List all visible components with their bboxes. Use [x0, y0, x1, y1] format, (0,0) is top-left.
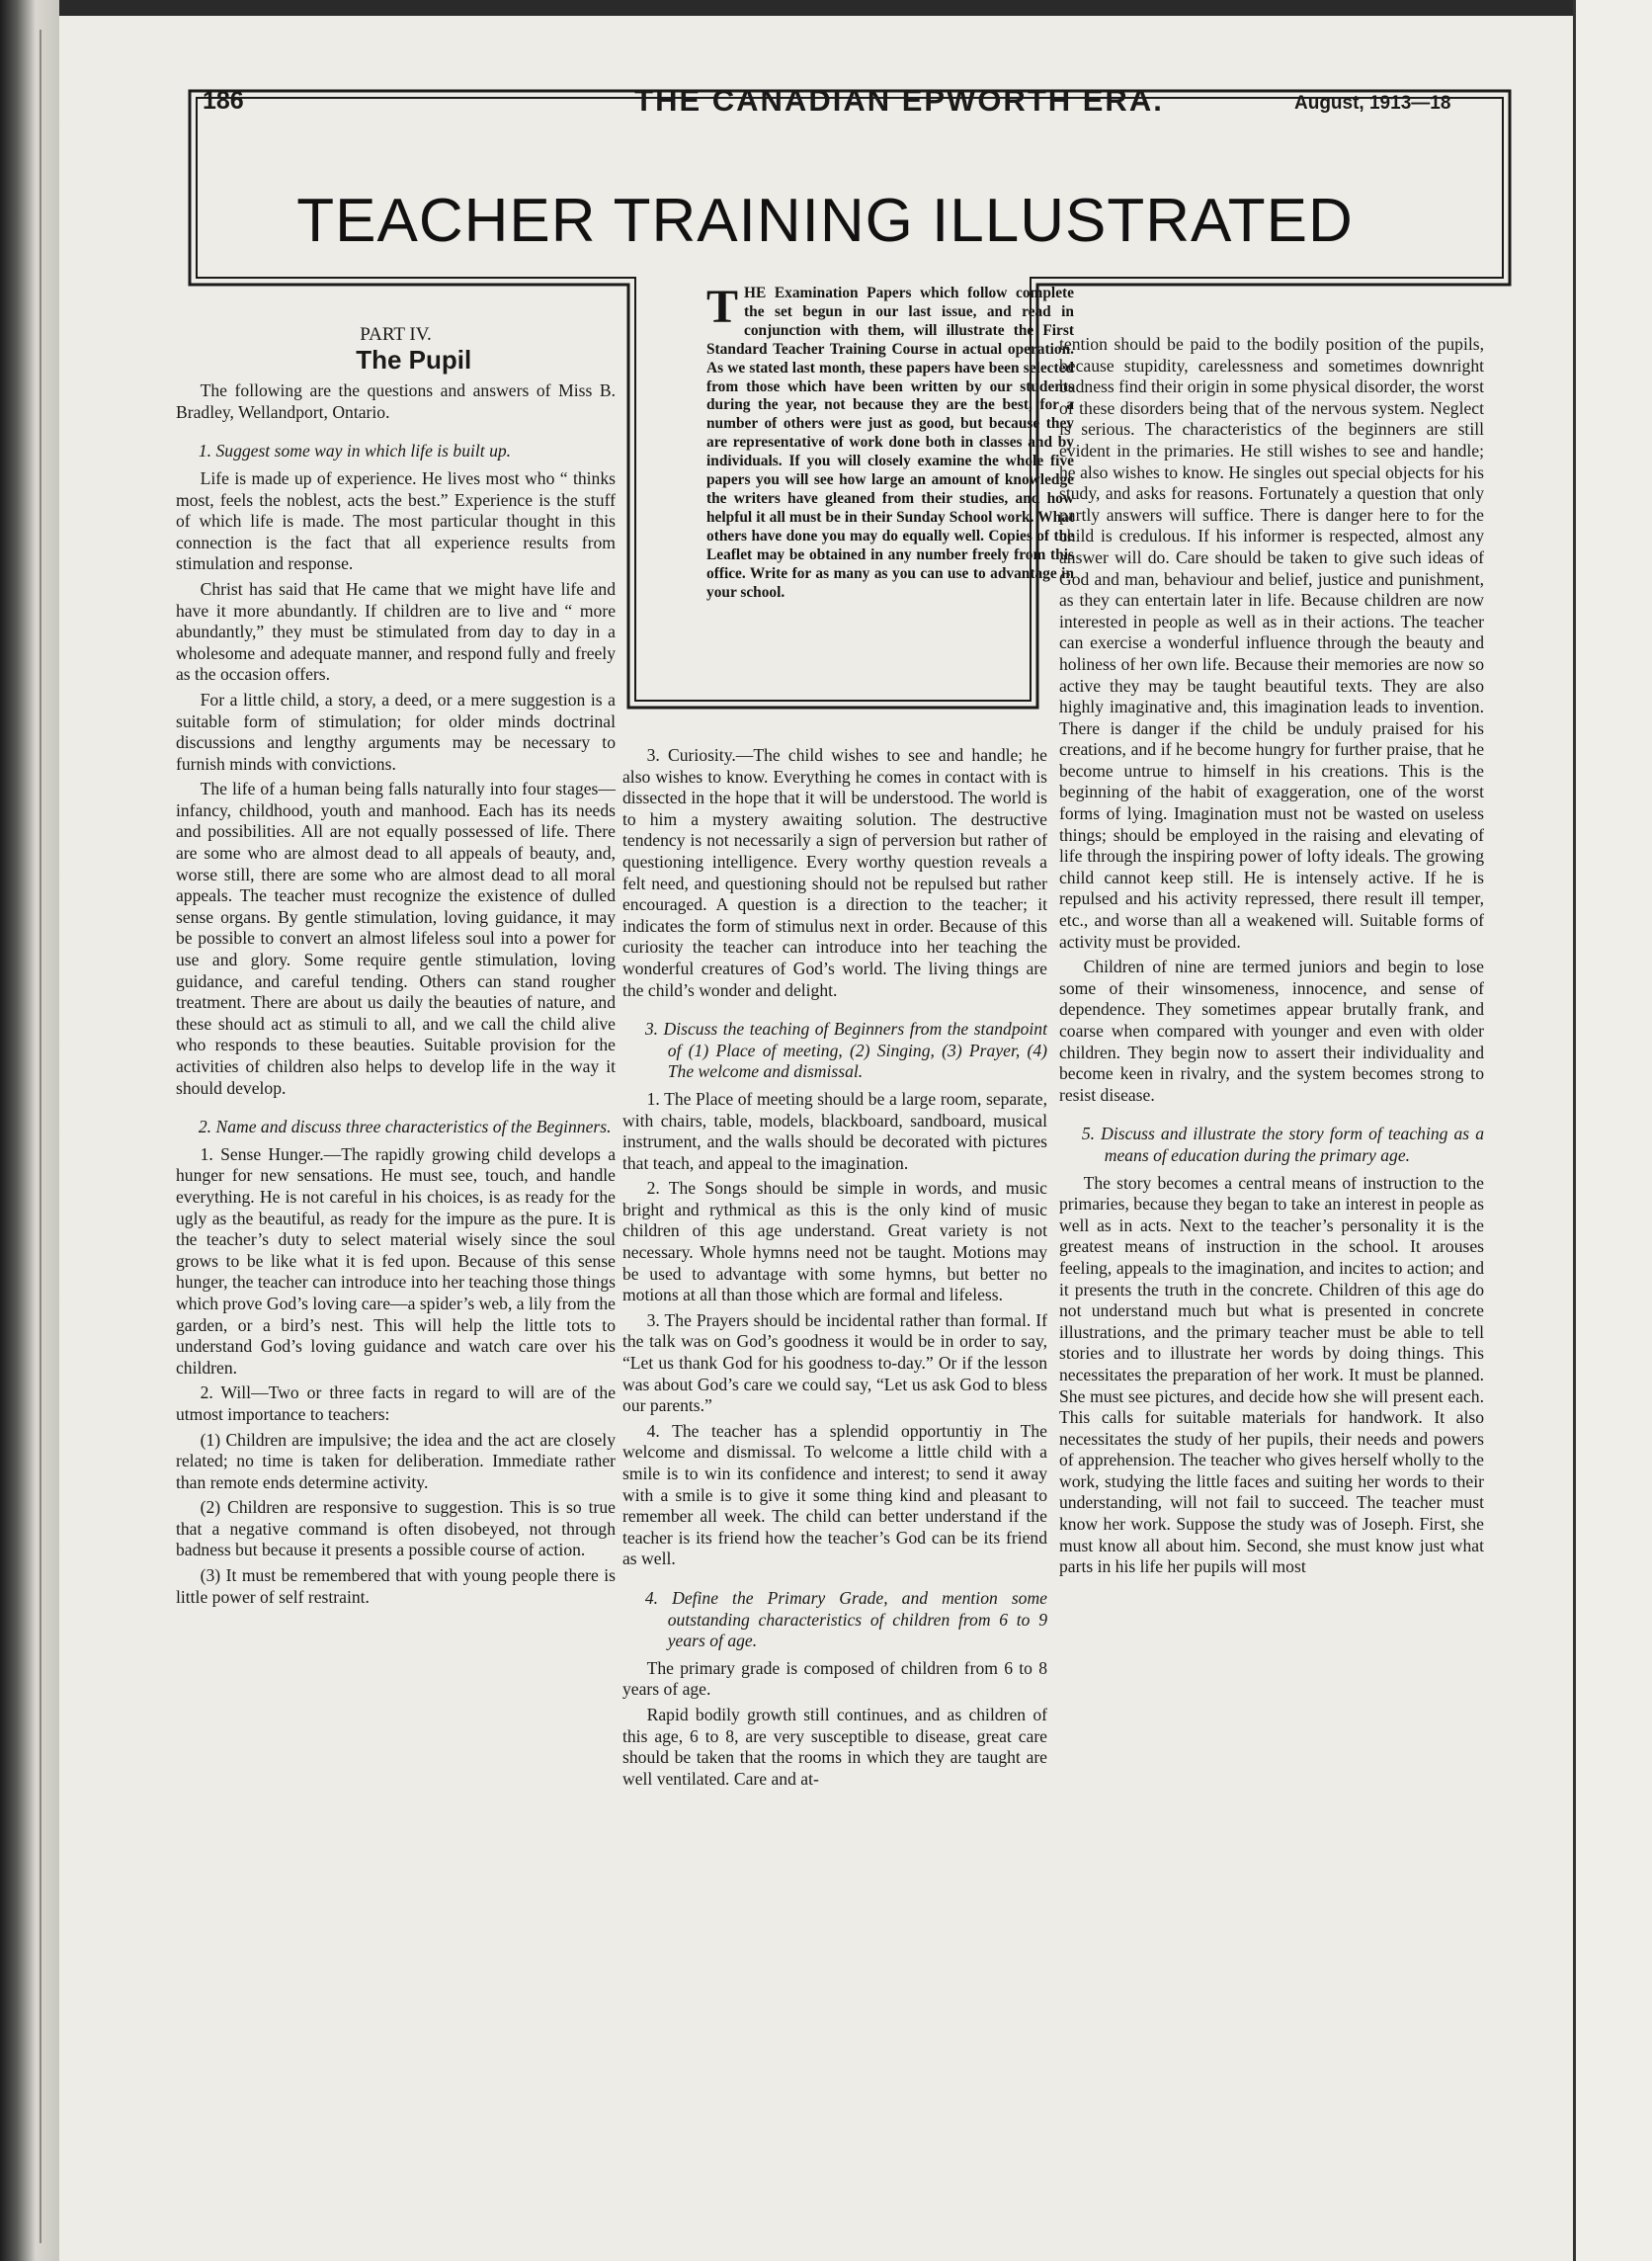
column-left [176, 324, 616, 1612]
column-right [1059, 334, 1484, 1582]
paragraph: 4. The teacher has a splendid opportuntiy in The welcome and dismissal. To welcome a little child with a smile is to win its confidence and interest; to send it away with a smile is to give it some thing kind and pleasant to remember all week. The child can better understand if the teacher is its friend how the teacher’s God can be its friend as well. [622, 1420, 1047, 1569]
paragraph: 2. The Songs should be simple in words, and music bright and rythmical as this is the only kind of music children of this age understand. Great variety is not necessary. Whole hymns need not be taught. Motions may be used to advantage with some hymns, but better no motions at all than those which are formal and lifeless. [622, 1178, 1047, 1305]
article-title: TEACHER TRAINING ILLUSTRATED [296, 187, 1354, 255]
paragraph: The following are the questions and answers of Miss B. Bradley, Wellandport, Ontario. [176, 380, 616, 422]
paragraph: 3. The Prayers should be incidental rather than formal. If the talk was on God’s goodness it would be in order to say, “Let us thank God for his goodness to-day.” Or if the lesson was about God’s care we could say, “Let us ask God to bless our parents.” [622, 1309, 1047, 1416]
exam-question: 3. Discuss the teaching of Beginners from the standpoint of (1) Place of meeting, (2) Singing, (3) Prayer, (4) The welcome and dismissal. [644, 1019, 1047, 1082]
paragraph: Children of nine are termed juniors and begin to lose some of their winsomeness, innocence, and sense of dependence. They sometimes appear brutally frank, and coarse when compared with younger and even with older children. They begin now to assert their individuality and become keen in rivalry, and the system becomes strong to resist disease. [1059, 957, 1484, 1105]
exam-question: 5. Discuss and illustrate the story form of teaching as a means of education during the primary age. [1081, 1124, 1484, 1165]
drop-cap: T [706, 281, 739, 333]
section-heading: The Pupil [356, 344, 472, 375]
column-middle [622, 745, 1047, 1794]
paragraph: (1) Children are impulsive; the idea and the act are closely related; no time is taken for deliberation. Immediate rather than remote ends determine activity. [176, 1429, 616, 1492]
exam-question: 1. Suggest some way in which life is built up. [198, 441, 512, 461]
paragraph: Life is made up of experience. He lives most who “ thinks most, feels the noblest, acts the best.” Experience is the stuff of which life is made. The most particular thought in this connection is the fact that all experience results from stimulation and response. [176, 467, 616, 574]
book-spine [0, 0, 59, 2261]
paragraph: 1. The Place of meeting should be a large room, separate, with chairs, table, models, blackboard, sandboard, musical instrument, and the walls should be decorated with pictures that teach, and appeal to the imagination. [622, 1088, 1047, 1173]
exam-question: 2. Name and discuss three characteristics of the Beginners. [198, 1117, 612, 1137]
paragraph: Christ has said that He came that we might have life and have it more abundantly. If children are to live and “ more abundantly,” they must be stimulated from day to day in a wholesome and adequate manner, and respond fully and freely as the occasion offers. [176, 578, 616, 685]
paragraph: For a little child, a story, a deed, or a mere suggestion is a suitable form of stimulation; for older minds doctrinal discussions and lengthy arguments may be necessary to furnish minds with convictions. [176, 689, 616, 774]
paragraph: The story becomes a central means of instruction to the primaries, because they began to take an interest in people as well as in acts. Next to the teacher’s personality it is the greatest means of instruction in the school. It arouses feeling, appeals to the imagination, and incites to action; and it presents the truth in the concrete. Children of this age do not understand much but what is presented in concrete illustrations, and the primary teacher must be able to tell stories and to illustrate her words by doing things. This necessitates the preparation of her work. It must be planned. She must see pictures, and decide how she will present each. This calls for suitable materials for handwork. It also necessitates the study of her pupils, their needs and powers of apprehension. The teacher who gives herself wholly to the work, studying the little faces and suiting her words to their understanding, will not fail to succeed. The teacher must know her work. Suppose the study was of Joseph. First, she must know all about him. Second, she must know just what parts in his life her pupils will most [1059, 1172, 1484, 1577]
magazine-page [59, 16, 1573, 2261]
part-label: PART IV. [360, 324, 432, 345]
exam-question: 4. Define the Primary Grade, and mention some outstanding characteristics of children from 6 to 9 years of age. [644, 1587, 1047, 1651]
paragraph: tention should be paid to the bodily position of the pupils, because stupidity, carelessness and sometimes downright badness find their origin in some physical disorder, the worst of these disorders being that of the nervous system. Neglect is serious. The characteristics of the beginners are still evident in the primaries. He still wishes to see and handle; he also wishes to know. He singles out special objects for his study, and asks for reasons. Fortunately a question that only partly answers will suffice. There is danger here to for the child is credulous. If his informer is respected, almost any answer will do. Care should be taken to give such ideas of God and man, behaviour and belief, justice and punishment, as they can entertain later in life. Because children are now interested in people as well as in their actions. The teacher can exercise a wonderful influence through the beauty and holiness of her own life. Because their memories are now so active they may be taught beautiful texts. They are also highly imaginative and, this imagination leads to invention. There is danger if the child be unduly praised for his creations, and if he become hungry for further praise, that he become untrue to himself in his creations. This is the beginning of the habit of exaggeration, one of the worst forms of lying. Imagination must not be wasted on useless things; should be employed in the raising and elevating of life through the inspiring power of lofty ideals. The growing child cannot keep still. He is intensely active. If he is repulsed and his activity repressed, there result ill temper, etc., and worse than all a weakened will. Suitable forms of activity must be provided. [1059, 334, 1484, 952]
paragraph: Rapid bodily growth still continues, and as children of this age, 6 to 8, are very susceptible to disease, great care should be taken that the rooms in which they are taught are well ventilated. Care and at- [622, 1704, 1047, 1789]
paragraph: (2) Children are responsive to suggestion. This is so true that a negative command is often disobeyed, not through badness but because it presents a possible course of action. [176, 1497, 616, 1560]
magazine-title: THE CANADIAN EPWORTH ERA. [634, 83, 1164, 118]
paragraph: 2. Will—Two or three facts in regard to will are of the utmost importance to teachers: [176, 1382, 616, 1424]
paragraph: 3. Curiosity.—The child wishes to see and handle; he also wishes to know. Everything he comes in contact with is dissected in the hope that it will be understood. The world is to him a mystery awaiting solution. The destructive tendency is not necessarily a sign of perversion but rather of questioning intelligence. Every worthy question reveals a felt need, and questioning should not be repulsed but rather encouraged. A question is a direction to the teacher; it indicates the form of stimulus next in order. Because of this curiosity the teacher can introduce into her teaching the wonderful creatures of God’s world. The living things are the child’s wonder and delight. [622, 745, 1047, 1000]
page-number: 186 [203, 87, 244, 115]
paragraph: 1. Sense Hunger.—The rapidly growing child develops a hunger for new sensations. He must see, touch, and handle everything. He is not careful in his choices, is as ready for the ugly as the beautiful, as ready for the impure as the pure. It is the teacher’s duty to select material wisely since the soul grows to be like what it is fed upon. Because of this sense hunger, the teacher can introduce into her teaching those things which prove God’s loving care—a spider’s web, a lily from the garden, or a bird’s nest. This will help the little tots to understand God’s loving guidance and watch care over his children. [176, 1143, 616, 1378]
spine-edge [40, 30, 41, 2243]
paragraph: The primary grade is composed of children from 6 to 8 years of age. [622, 1657, 1047, 1700]
paragraph: (3) It must be remembered that with young people there is little power of self restraint. [176, 1565, 616, 1607]
issue-date: August, 1913—18 [1294, 93, 1451, 114]
editor-notice [706, 281, 1074, 602]
notice-text: HE Examination Papers which follow complete the set begun in our last issue, and read in conjunction with them, will illustrate the First Standard Teacher Training Course in actual operation. As we stated last month, these papers have been selected from those which have been written by our students during the year, not because they are the best, for a number of others were just as good, but because they are representative of work done both in classes and by individuals. If you will closely examine the whole five papers you will see how large an amount of knowledge the writers have gleaned from their studies, and how helpful it all must be in their Sunday School work. What others have done you may do equally well. Copies of the Leaflet may be obtained in any number freely from this office. Write for as many as you can use to advantage in your school. [706, 285, 1074, 601]
facing-page-edge [1573, 0, 1652, 2261]
paragraph: The life of a human being falls naturally into four stages—infancy, childhood, youth and manhood. Each has its needs and possibilities. All are not equally possessed of life. There are some who are almost dead to all appeals of beauty, and, worse still, there are some who are almost dead to all moral appeals. The teacher must recognize the existence of dulled sense organs. By gentle stimulation, loving guidance, it may be possible to convert an almost lifeless soul into a power for use and glory. Some require gentle stimulation, loving guidance, and careful tending. Others can stand rougher treatment. There are about us daily the beauties of nature, and these should act as stimuli to all, and we call the child alive who responds to these beauties. Suitable provision for the activities of children also helps to develop life in the way it should develop. [176, 779, 616, 1098]
